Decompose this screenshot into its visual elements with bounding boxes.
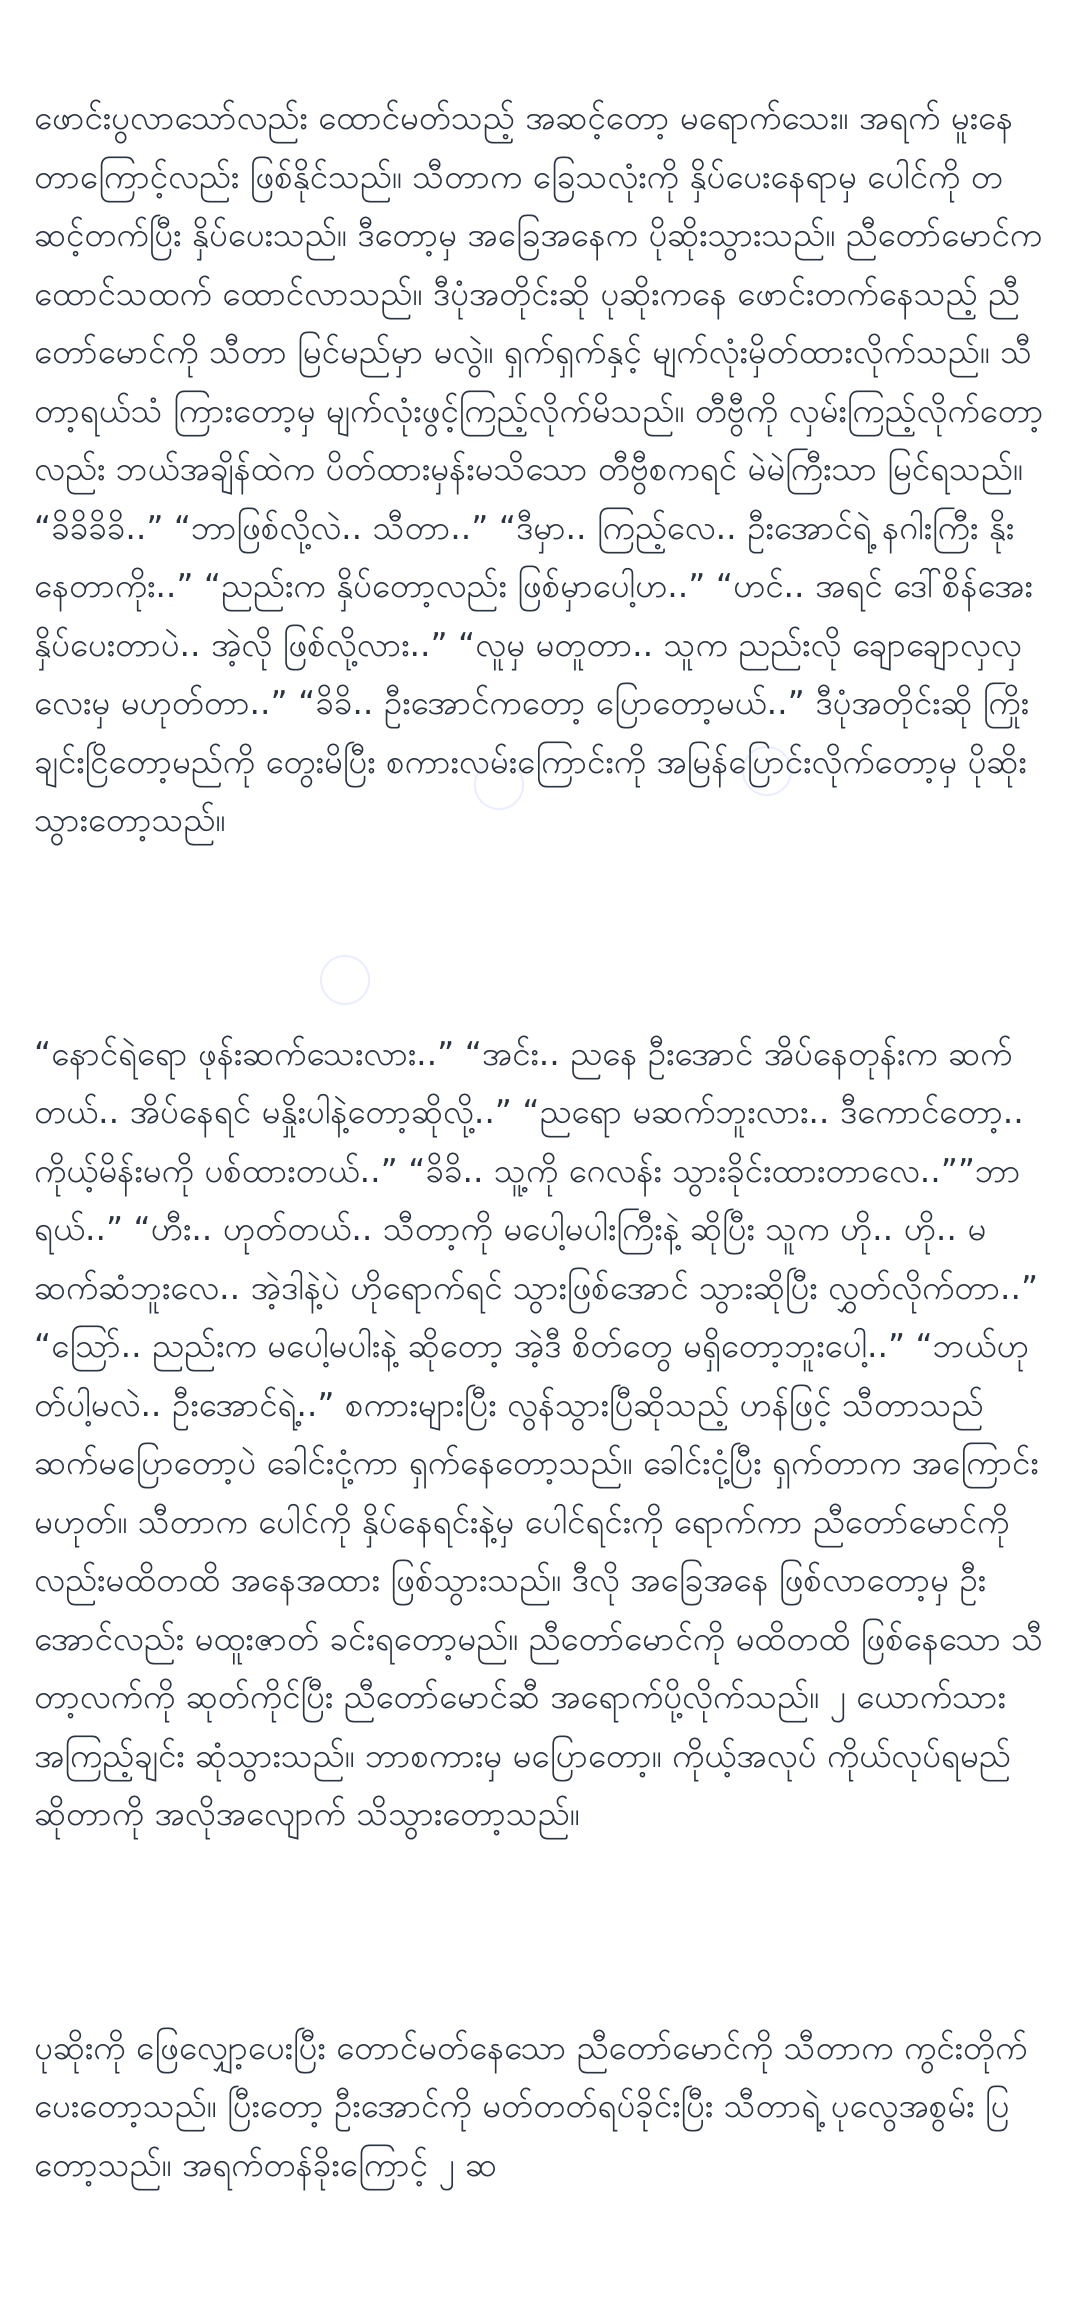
touch-indicator [320, 955, 370, 1005]
touch-indicator [742, 746, 792, 796]
paragraph-3: ပုဆိုးကို ဖြေလျှော့ပေးပြီး တောင်မတ်နေသော ညီတော်မောင်ကို သီတာက ကွင်းတိုက်ပေးတော့သည်။ ပြီးတော့ ဦးအောင်ကို မတ်တတ်ရပ်ခိုင်းပြီး သီတာရဲ့ ပုလွေအစွမ်း ပြတော့သည်။ အရက်တန်ခိုးကြောင့် ၂ ဆ [34, 2027, 1028, 2184]
paragraph-1: ဖောင်းပွလာသော်လည်း ထောင်မတ်သည့် အဆင့်တော့ မရောက်သေး။ အရက် မူးနေတာကြောင့်လည်း ဖြစ်နိုင်သည်။ သီတာက ခြေသလုံးကို နှိပ်ပေးနေရာမှ ပေါင်ကို တဆင့်တက်ပြီး နှိပ်ပေးသည်။ ဒီတော့မှ အခြေအနေက ပိုဆိုးသွားသည်။ ညီတော်မောင်က ထောင်သထက် ထောင်လာသည်။ ဒီပုံအတိုင်းဆို ပုဆိုးကနေ ဖောင်းတက်နေသည့် ညီတော်မောင်ကို သီတာ မြင်မည်မှာ မလွဲ။ ရှက်ရှက်နှင့် မျက်လုံးမှိတ်ထားလိုက်သည်။ သီတာ့ရယ်သံ ကြားတော့မှ မျက်လုံးဖွင့်ကြည့်လိုက်မိသည်။ တီဗွီကို လှမ်းကြည့်လိုက်တော့လည်း ဘယ်အချိန်ထဲက ပိတ်ထားမှန်းမသိသော တီဗွီစကရင် မဲမဲကြီးသာ မြင်ရသည်။ “ခိခိခိခိ..” “ဘာဖြစ်လို့လဲ.. သီတာ..” “ဒီမှာ.. ကြည့်လေ.. ဦးအောင်ရဲ့ နဂါးကြီး နိုးနေတာကိုး..” “ညည်းက နှိပ်တော့လည်း ဖြစ်မှာပေါ့ဟ..” “ဟင်.. အရင် ဒေါ်စိန်အေး နှိပ်ပေးတာပဲ.. အဲ့လို ဖြစ်လို့လား..” “လူမှ မတူတာ.. သူက ညည်းလို ချောချောလှလှလေးမှ မဟုတ်တာ..” “ခိခိ.. ဦးအောင်ကတော့ ပြောတော့မယ်..” ဒီပုံအတိုင်းဆို ကြိုးချင်းငြိတော့မည်ကို တွေးမိပြီး စကားလမ်းကြောင်းကို အမြန်ပြောင်းလိုက်တော့မှ ပိုဆိုးသွားတော့သည်။ [34, 98, 1053, 839]
touch-indicator [474, 760, 524, 810]
paragraph-2: “နောင်ရဲရော ဖုန်းဆက်သေးလား..” “အင်း.. ညနေ ဦးအောင် အိပ်နေတုန်းက ဆက်တယ်.. အိပ်နေရင် မနှိုးပါနဲ့တော့ဆိုလို့..” “ညရော မဆက်ဘူးလား.. ဒီကောင်တော့.. ကိုယ့်မိန်းမကို ပစ်ထားတယ်..” “ခိခိ.. သူ့ကို ဂေလန်း သွားခိုင်းထားတာလေ..””ဘာရယ်..” “ဟီး.. ဟုတ်တယ်.. သီတာ့ကို မပေါ့မပါးကြီးနဲ့ ဆိုပြီး သူက ဟို.. ဟို.. မဆက်ဆံဘူးလေ.. အဲ့ဒါနဲ့ပဲ ဟိုရောက်ရင် သွားဖြစ်အောင် သွားဆိုပြီး လွှတ်လိုက်တာ..” “သြော်.. ညည်းက မပေါ့မပါးနဲ့ ဆိုတော့ အဲ့ဒီ စိတ်တွေ မရှိတော့ဘူးပေါ့..” “ဘယ်ဟုတ်ပါ့မလဲ.. ဦးအောင်ရဲ့..” စကားများပြီး လွန်သွားပြီဆိုသည့် ဟန်ဖြင့် သီတာသည် ဆက်မပြောတော့ပဲ ခေါင်းငုံ့ကာ ရှက်နေတော့သည်။ ခေါင်းငုံ့ပြီး ရှက်တာက အကြောင်းမဟုတ်။ သီတာက ပေါင်ကို နှိပ်နေရင်းနဲ့မှ ပေါင်ရင်းကို ရောက်ကာ ညီတော်မောင်ကိုလည်းမထိတထိ အနေအထား ဖြစ်သွားသည်။ ဒီလို အခြေအနေ ဖြစ်လာတော့မှ ဦးအောင်လည်း မထူးဇာတ် ခင်းရတော့မည်။ ညီတော်မောင်ကို မထိတထိ ဖြစ်နေသော သီတာ့လက်ကို ဆုတ်ကိုင်ပြီး ညီတော်မောင်ဆီ အရောက်ပို့လိုက်သည်။ ၂ ယောက်သား အကြည့်ချင်း ဆုံသွားသည်။ ဘာစကားမှ မပြောတော့။ ကိုယ့်အလုပ် ကိုယ်လုပ်ရမည် ဆိုတာကို အလိုအလျောက် သိသွားတော့သည်။ [34, 1033, 1049, 1833]
reader-content[interactable] [34, 0, 1053, 2236]
chapter-text [34, 0, 1053, 2311]
